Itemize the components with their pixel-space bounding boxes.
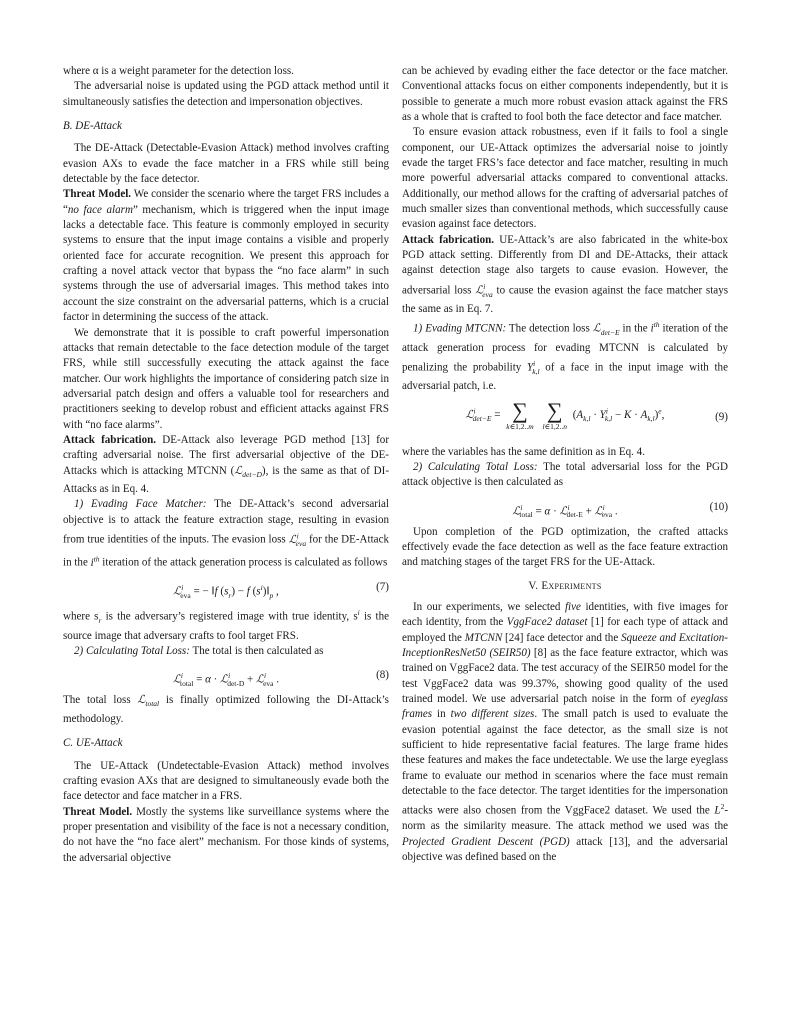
emphasis: no face alarm [67,203,133,216]
text: In our experiments, we selected [413,600,565,613]
section-heading-ue-attack: C. UE-Attack [63,737,123,750]
text: is the adversary’s registered image with true identity, s [101,611,358,624]
text: . The small patch is used to evaluate the evasion potential against the face detector, as the small size is not sufficient to hide representative facial features. The large frame hides these features and makes the face undetectable. We use the large eyeglass frame to evaluate our method in scenarios where the face must remain detectable to the face detector. The target identities for the impersonation attacks were also chosen from the VggFace2 dataset. We used the [402,708,728,818]
equation-body: ℒ$^i_{det-E}$ = ∑ k∈1,2..m ∑ l∈1,2..n $(A_{k,l} \cdot Y^i_{k,l} - K \cdot A_{k,l})^e$, [465,397,665,431]
subsection-label: 1) Evading MTCNN: [413,323,507,336]
paragraph: To ensure evasion attack robustness, even if it fails to fool a single component, our UE-Attack optimizes the adversarial noise to jointly evade the target FRS’s face detector and face matcher, resulting in much more powerful adversarial attacks compared to conventional attacks. Additionally, our method allows for the crafting of adversarial patches of much smaller sizes than conventional methods, which successfully cause evasion against face detectors. [402,126,728,231]
math-inline: ℒ$_{det-D}$ [234,464,262,479]
equation-number: (7) [376,581,389,594]
section-number: V. [528,579,542,592]
text: UE-Attack’s are also fabricated in the white-box PGD attack setting. Differently from DI and DE-Attacks, their attack against detection stage also targets to cause evasion. However, the adversarial loss [402,233,728,297]
equation-8 [63,662,389,690]
text: ” mechanism, which is triggered when the input image lacks a detectable face. This feature is commonly employed in security systems to ensure that the input image contains a visible and properly oriented face for accurate recognition. We present this approach for crafting a novel attack vector that bypass the “no face alarm” in such systems through the use of adversarial images. This method takes into account the size constraint on the adversarial patterns, which is a crucial factor in determining the success of the attack. [63,203,389,324]
equation-number: (8) [376,669,389,682]
text: for the DE-Attack in the [63,533,389,570]
text: in [432,708,451,721]
text: of a face in the input image with the adversarial patch, i.e. [402,361,728,393]
equation-7 [63,574,389,602]
text: The total adversarial loss for the PGD attack objective is then calculated as [402,460,728,489]
equation-10 [402,494,728,522]
text: The detection loss [506,323,593,336]
text: iteration of the attack generation process is calculated as follows [99,557,388,570]
text: The total loss [63,694,138,707]
text: to cause the evasion against the face matcher stays the same as in Eq. 7. [402,284,729,316]
section-title: Experiments [541,579,602,592]
paragraph: where the variables has the same definition as in Eq. 4. [402,445,645,458]
section-heading-de-attack: B. DE-Attack [63,120,122,133]
text: ), is the same as that of DI-Attacks as in Eq. 4. [63,464,390,496]
text: is the source image that adversary crafts to fool target FRS. [63,611,389,642]
emphasis: Squeeze and Excitation-InceptionResNet50 (SEIR50) [402,631,728,659]
paragraph: The UE-Attack (Undetectable-Evasion Attack) method involves crafting evasion AXs that are designed to simultaneously evade both the face detector and face matcher in a FRS. [63,759,389,803]
text: where s [63,611,99,624]
bold-label: Attack fabrication. [402,233,495,246]
paragraph: The adversarial noise is updated using the PGD attack method until it simultaneously satisfies the detection and impersonation objectives. [63,80,389,108]
paragraph-attack-fabrication: Attack fabrication. UE-Attack’s are also fabricated in the white-box PGD attack setting. Differently from DI and DE-Attacks, their attack against detection stage also targets to cause evasion. However, the adversarial loss ℒ$^i_{eva}$ to cause the evasion against the face matcher stays the same as in Eq. 7. [402,233,729,316]
right-column [402,64,728,865]
paragraph: can be achieved by evading either the face detector or the face matcher. Conventional attacks focus on either components independently, but it is possible to generate a much more robust evasion attack against the FRS as a whole that is crafted to fool both the face detector and face matcher. [402,65,728,124]
math-inline: $i^{th}$ [90,554,100,570]
paragraph-experiments: In our experiments, we selected five identities, with five images for each identity, from the VggFace2 dataset [1] for each type of attack and employed the MTCNN [24] face detector and the Squeeze and Excitation-InceptionResNet50 (SEIR50) [8] as the face feature extractor, which was trained on VggFace2 data. The test accuracy of the SEIR50 model for the test VggFace2 data was 99.37%, showing good quality of the used trained model. We use adversarial patch noise in the form of eyeglass frames in two different sizes. The small patch is used to evaluate the evasion potential against the face detector, as the small size is not sufficient to hide representative facial features. The large frame hides these features and makes the face undetectable. We use the large eyeglass frame to evaluate our method in scenarios where the face must remain detectable to the face detector. The target identities for the impersonation attacks were also chosen from the VggFace2 dataset. We used the $L^2$-norm as the similarity measure. The attack method we used was the Projected Gradient Descent (PGD) attack [13], and the adversarial objective was defined based on the [402,600,729,864]
subsection-label: 2) Calculating Total Loss: [74,644,190,657]
text: DE-Attack also leverage PGD method [13] for crafting adversarial noise. The first adversarial objective of the DE-Attacks which is attacking MTCNN ( [63,433,389,477]
paragraph [402,460,728,491]
equation-body: ℒ$^i_{total}$ = α · ℒ$^i_{det-E}$ + ℒ$^i_{eva}$ . [512,502,618,520]
text: The total is then calculated as [189,644,324,657]
equation-9 [402,398,728,442]
text: [1] for each type of attack and employed the [402,616,729,644]
paragraph: Upon completion of the PGD optimization, the crafted attacks effectively evade the face detection as well as the face feature extraction and matching stages of the target FRS for the UE-Attack. [402,525,728,569]
text: [8] as the face feature extractor, which was trained on VggFace2 data. The test accuracy of the SEIR50 model for the test VggFace2 data was 99.37%, showing good quality of the used trained model. We use adversarial patch noise in the form of [402,646,729,705]
paragraph-attack-fabrication [63,433,389,498]
paragraph: 1) Evading MTCNN: The detection loss ℒ$_{det-E}$ in the $i^{th}$ iteration of the attack generation process for evading MTCNN is calculated by penalizing the probability $Y^i_{k,l}$ of a face in the input image with the adversarial patch, i.e. [402,320,729,393]
emphasis: Projected Gradient Descent (PGD) [402,835,570,848]
paragraph [63,497,389,571]
paragraph: The DE-Attack (Detectable-Evasion Attack) method involves crafting evasion AXs to evade the face matcher in a FRS while still being detectable by the face detector. [63,142,389,186]
bold-label: Threat Model. [63,188,132,201]
paragraph: We demonstrate that it is possible to craft powerful impersonation attacks that remain detectable to the face detection module of the target FRS, while still successfully executing the attack against the face matcher. Our work highlights the importance of considering patch size in adversarial patch design and offers a valuable tool for researchers and practitioners seeking to develop robust and efficient attacks against FRS with “no face alarms”. [63,326,389,431]
paragraph: where α is a weight parameter for the detection loss. [63,65,294,77]
equation-body: ℒ$^i_{eva}$ = − ‖f $(s_r) - f$ $(s^i)‖_p$ , [173,583,279,601]
bold-label: Attack fabrication. [63,433,157,446]
text: [24] face detector and the [502,631,622,644]
emphasis: five [564,600,581,613]
text: The DE-Attack’s second adversarial objective is to attack the feature extraction stage, resulting in evasion from true identities of the inputs. The evasion loss [63,498,389,546]
text: -norm as the similarity measure. The attack method we used was the [402,805,728,833]
paragraph-threat-model [63,805,389,866]
paragraph-threat-model [63,187,389,325]
subsection-label: 1) Evading Face Matcher: [74,498,207,511]
emphasis: two different sizes [450,708,535,721]
text: is finally optimized following the DI-Attack’s methodology. [63,694,389,725]
equation-body: ℒ$^i_{total}$ = α · ℒ$^i_{det-D}$ + ℒ$^i_{eva}$ . [172,671,280,689]
paragraph: The total loss ℒ$_{total}$ is finally optimized following the DI-Attack’s methodology. [63,694,389,725]
emphasis: VggFace2 dataset [506,616,588,629]
bold-label: Threat Model. [63,805,133,818]
text: Mostly the systems like surveillance systems where the proper presentation and visibility of the face is not a necessary condition, do not have the “no face alert” mechanism. For those kinds of systems, the adversarial objective [63,805,389,864]
paragraph: where $s_r$ is the adversary’s registered image with true identity, $s^i$ is the source image that adversary crafts to fool target FRS. [63,608,389,642]
text: identities, with five images for each identity, from the [402,600,728,629]
text: in the [619,323,651,336]
subsection-label: 2) Calculating Total Loss: [413,460,538,473]
text: iteration of the attack generation process for evading MTCNN is calculated by penalizing the probability [402,323,729,374]
text: attack [13], and the adversarial objective was defined based on the [402,835,728,864]
paragraph [63,644,389,659]
section-heading-experiments [402,579,728,594]
equation-number: (9) [715,410,728,423]
math-inline: ℒ$^i_{eva}$ [288,531,307,549]
left-column [63,64,389,866]
emphasis: eyeglass frames [402,692,728,721]
text: We consider the scenario where the target FRS includes a “ [63,188,389,216]
emphasis: MTCNN [464,631,503,644]
equation-number: (10) [709,500,728,513]
